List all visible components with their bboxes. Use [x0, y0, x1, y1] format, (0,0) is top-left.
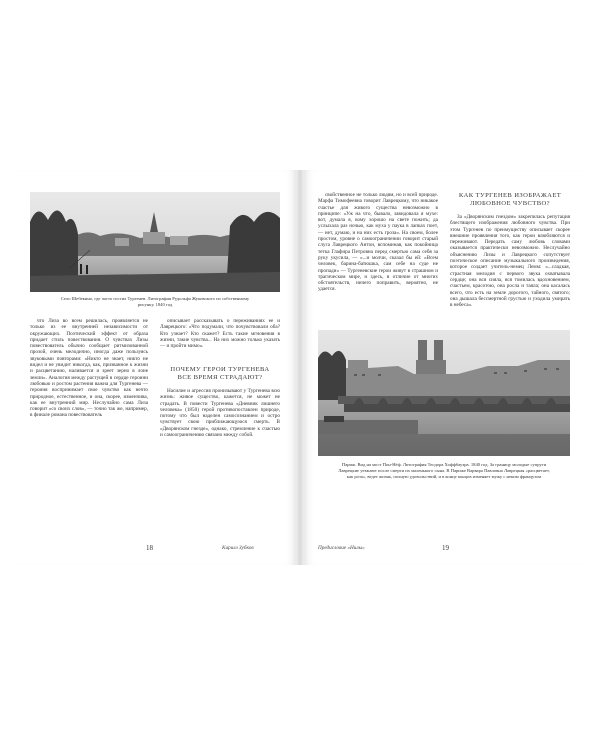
right-page	[304, 170, 584, 565]
right-column-2	[450, 214, 570, 308]
paragraph: что Лиза во всем решилась, проявляется не только из ее внутренней независимости от окружающих. Поэтический эффект от образа придает стиль повествования. О чувствах Лизы повествователь обычно сообщает ритмизованной прозой, очень мелодично, иногда даже пользуясь звуковыми повторами: «Никто не знает, никто не видел и не увидит никогда, как, призванное к жизни и расцветанию, наливается и зреет зерно в лоне земли». Аналогия между растущей в сердце героини любовью и ростом растения важна для Тургенева — героиня воспринимает свое чувство как нечто природное, естественное, и она, скорее, изменчива, как ее внутренний мир. Неслучайно сама Лиза говорит «со своих слов», — точно так же, например, в финале романа повествователь	[30, 318, 148, 419]
paragraph: Насилие и агрессия пронизывают у Тургенева всю жизнь: живое существо, кажется, не может не страдать. В повести Тургенева «Дневник лишнего человека» (1850) герой противопоставлен природе, потому что был наделен самосознанием и остро чувствует свою приближающуюся смерть. В «Дворянском гнезде», однако, стремление к счастью и самоограничению связано между собой.	[160, 388, 280, 439]
left-column-2-top	[160, 318, 280, 349]
figure-caption: Париж. Вид на мост Пон-Нёф. Литография Теодора Хоффбауэра. 1840 год. За границу молодые супруги Лаврецкие уезжают после смерти их маленького сына. В Париже Варвара Павловна Лаврецкая «расцветает, как роза», ведет жизнь, полную удовольствий, и в конце концов изменяет мужу с неким французом	[338, 462, 550, 479]
paragraph: описывает рассказывать о переживаниях ее и Лаврецкого: «Что подумали, что почувствовали оба? Кто узнает? Кто скажет? Есть такие мгновения в жизни, такие чувства... На них можно только указать — и пройти мимо».	[160, 318, 280, 350]
landscape-lithograph	[30, 192, 280, 292]
section-heading: КАК ТУРГЕНЕВ ИЗОБРАЖАЕТ ЛЮБОВНОЕ ЧУВСТВО?	[458, 192, 562, 207]
left-page	[16, 170, 296, 565]
section-heading: ПОЧЕМУ ГЕРОИ ТУРГЕНЕВА ВСЕ ВРЕМЯ СТРАДАЮТ?	[170, 366, 270, 381]
page-number: 18	[146, 544, 153, 552]
paris-lithograph	[318, 330, 570, 456]
paragraph: свойственное не только людям, но и всей природе. Марфа Тимофеевна говорит Лаврецкому, что никакое счастье для живого существа невозможно в принципе: «Уж на что, бывало, завидовала я мухе: вот, думала я, кому хорошо на свете пожить; да услыхала раз ночью, как муха у паука в лапках поет, — нет, думаю, и на них есть гроза». На своем, более простом, уровне о самоограничении говорит старый слуга Лаврецкого Антон, вспоминая, как покойница тетка Глафира Петровна перед смертью сама себя за руку укусила, — «...и молчи, сказал бы ей: «Всем человек, барина-батюшка, сам себе на суде не пропади» — Тургеневские герои живут в страшном и трагическом мире, и здесь, в отличие от многих обстоятельств, ничего поправить, вероятно, не удается.	[318, 192, 438, 293]
page-number: 19	[442, 544, 449, 552]
left-column-2-bottom	[160, 388, 280, 438]
left-column-1	[30, 318, 148, 419]
running-head: Предисловие «Нилы»	[318, 545, 365, 551]
right-column-1	[318, 192, 438, 293]
book-gutter	[296, 170, 304, 565]
figure-caption: Село Шебекино, где часто гостил Тургенев. Литография Рудольфа Жуковского по собственному рисунку. 1840 год	[60, 296, 250, 307]
paragraph: За «Дворянским гнездом» закрепилась репутация блестящего изображения любовного чувства. При этом Тургенев по преимуществу описывает скорее внешние проявления того, как герои влюбляются и переживают. Передать саму любовь словами оказывается практически невозможно. Неслучайно объяснению Лизы и Лаврецкого сопутствует поэтическое описание музыкального произведения, которое создает учитель-немец Лемм: «...сладкая, страстная мелодия с первого звука охватывала сердце; она вся сияла, вся томилась вдохновением, счастьем, красотою, она росла и таяла; она касалась всего, что есть на земле дорогого, тайного, святого; она дышала бессмертной грустью и уходила умирать в небеса».	[450, 214, 570, 309]
running-head: Кирилл Зубков	[222, 545, 254, 551]
